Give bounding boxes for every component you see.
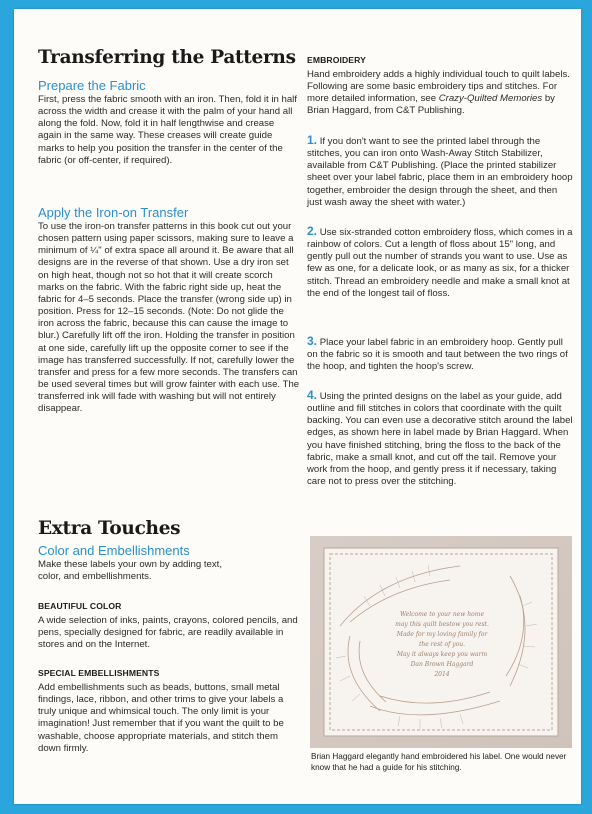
embroidered-label-photo xyxy=(310,536,572,748)
step-3 xyxy=(307,335,573,373)
step-number: 2. xyxy=(307,224,318,238)
section-title: Transferring the Patterns xyxy=(38,47,296,68)
step-text: Place your label fabric in an embroidery hoop. Gently pull on the fabric so it is smooth and taut between the two rings of the hoop, and tighten the hoop's screw. xyxy=(307,337,568,373)
book-title: Crazy-Quilted Memories xyxy=(438,93,543,105)
step-text: If you don't want to see the printed label through the stitches, you can iron onto Wash-Away Stitch Stabilizer, available from C&T Publishing. (Place the printed stabilizer sheet over your label fabric, place them in an embroidery hoop together, embroider the design through the sheet, and then just wash away the sheet with water.) xyxy=(307,136,573,208)
intro-text: Hand embroidery adds a highly individual touch to quilt labels. Following are some basic embroidery tips and stitches. For more detailed information, see xyxy=(307,69,570,105)
label-line: May it always keep you warm xyxy=(396,651,488,658)
step-2 xyxy=(307,225,573,300)
intro-text-end: by Brian Haggard, from C&T Publishing. xyxy=(307,93,555,117)
special-text: Add embellishments such as beads, buttons, small metal findings, lace, ribbon, and other trims to give your labels a truly unique and whimsical touch. The only limit is your imagination! Just remember that if you want the quilt to be washable, choose appropriate materials, and stitch them down firmly. xyxy=(38,682,284,754)
color-heading: Color and Embellishments xyxy=(38,543,190,558)
beautiful-heading: BEAUTIFUL COLOR xyxy=(38,601,122,611)
step-number: 3. xyxy=(307,334,318,348)
step-1 xyxy=(307,134,573,209)
apply-text: To use the iron-on transfer patterns in this book cut out your chosen pattern using paper scissors, making sure to leave a minimum of ¼" of extra space all around it. Be aware that all designs are in the reverse of that shown. Use a dry iron set on high heat, though not so hot that it will create scorch marks on the fabric. With the fabric right side up, heat the fabric for 4–5 seconds. Place the transfer (wrong side up) in position. Press for 12–15 seconds. (Note: Do not glide the iron across the fabric, because this can cause the image to blur.) Carefully lift off the iron. Holding the transfer in position at one side, carefully lift up the opposite corner to see if the image has transferred successfully. If not, carefully lower the transfer and press for a few more seconds. The transfers can be used several times but will grow fainter with each use. The transferred ink will fade with washing but will not entirely disappear. xyxy=(38,221,300,415)
beautiful-text: A wide selection of inks, paints, crayons, colored pencils, and pens, specially designed for fabric, are readily available in stores and on the Internet. xyxy=(38,615,298,651)
extra-title: Extra Touches xyxy=(38,518,181,539)
label-line: Made for my loving family for xyxy=(396,631,488,638)
apply-heading: Apply the Iron-on Transfer xyxy=(38,205,189,220)
book-page xyxy=(14,9,581,804)
step-number: 1. xyxy=(307,133,318,147)
step-number: 4. xyxy=(307,388,318,402)
embroidery-intro xyxy=(307,69,573,118)
photo-caption: Brian Haggard elegantly hand embroidered his label. One would never know that he had a guide for his stitching. xyxy=(311,752,567,772)
label-line: 2014 xyxy=(434,671,450,678)
color-text: Make these labels your own by adding text, color, and embellishments. xyxy=(38,559,222,583)
step-text: Use six-stranded cotton embroidery floss, which comes in a rainbow of colors. Cut a length of floss about 15" long, and gently pull out the number of strands you want to use. Use as few as one, for a delicate look, or as many as six, for a thicker stitch. Thread an embroidery needle and make a small knot at the end of the longest tail of floss. xyxy=(307,227,573,299)
step-text: Using the printed designs on the label as your guide, add outline and fill stitches in colors that coordinate with the quilt backing. You can even use a decorative stitch around the label edges, as shown here in label made by Brian Haggard. When you have finished stitching, bring the floss to the back of the fabric, make a small knot, and cut off the tail. Remove your work from the hoop, and gently press it if necessary, taking care not to press over the stitching. xyxy=(307,391,573,488)
label-line: Dan Brown Haggard xyxy=(410,661,474,668)
label-line: may this quilt bestow you rest. xyxy=(395,621,489,628)
embroidery-heading: EMBROIDERY xyxy=(307,55,366,65)
prepare-heading: Prepare the Fabric xyxy=(38,78,146,93)
prepare-text: First, press the fabric smooth with an iron. Then, fold it in half across the width and crease it with the palm of your hand all along the fold. Now, fold it in half lengthwise and crease again in the same way. These creases will create guide marks to help you position the transfer in the center of the fabric (or off-center, if required). xyxy=(38,94,297,166)
special-heading: SPECIAL EMBELLISHMENTS xyxy=(38,668,160,678)
label-line: the rest of you. xyxy=(418,641,466,648)
label-line: Welcome to your new home xyxy=(399,611,485,618)
step-4 xyxy=(307,389,573,488)
